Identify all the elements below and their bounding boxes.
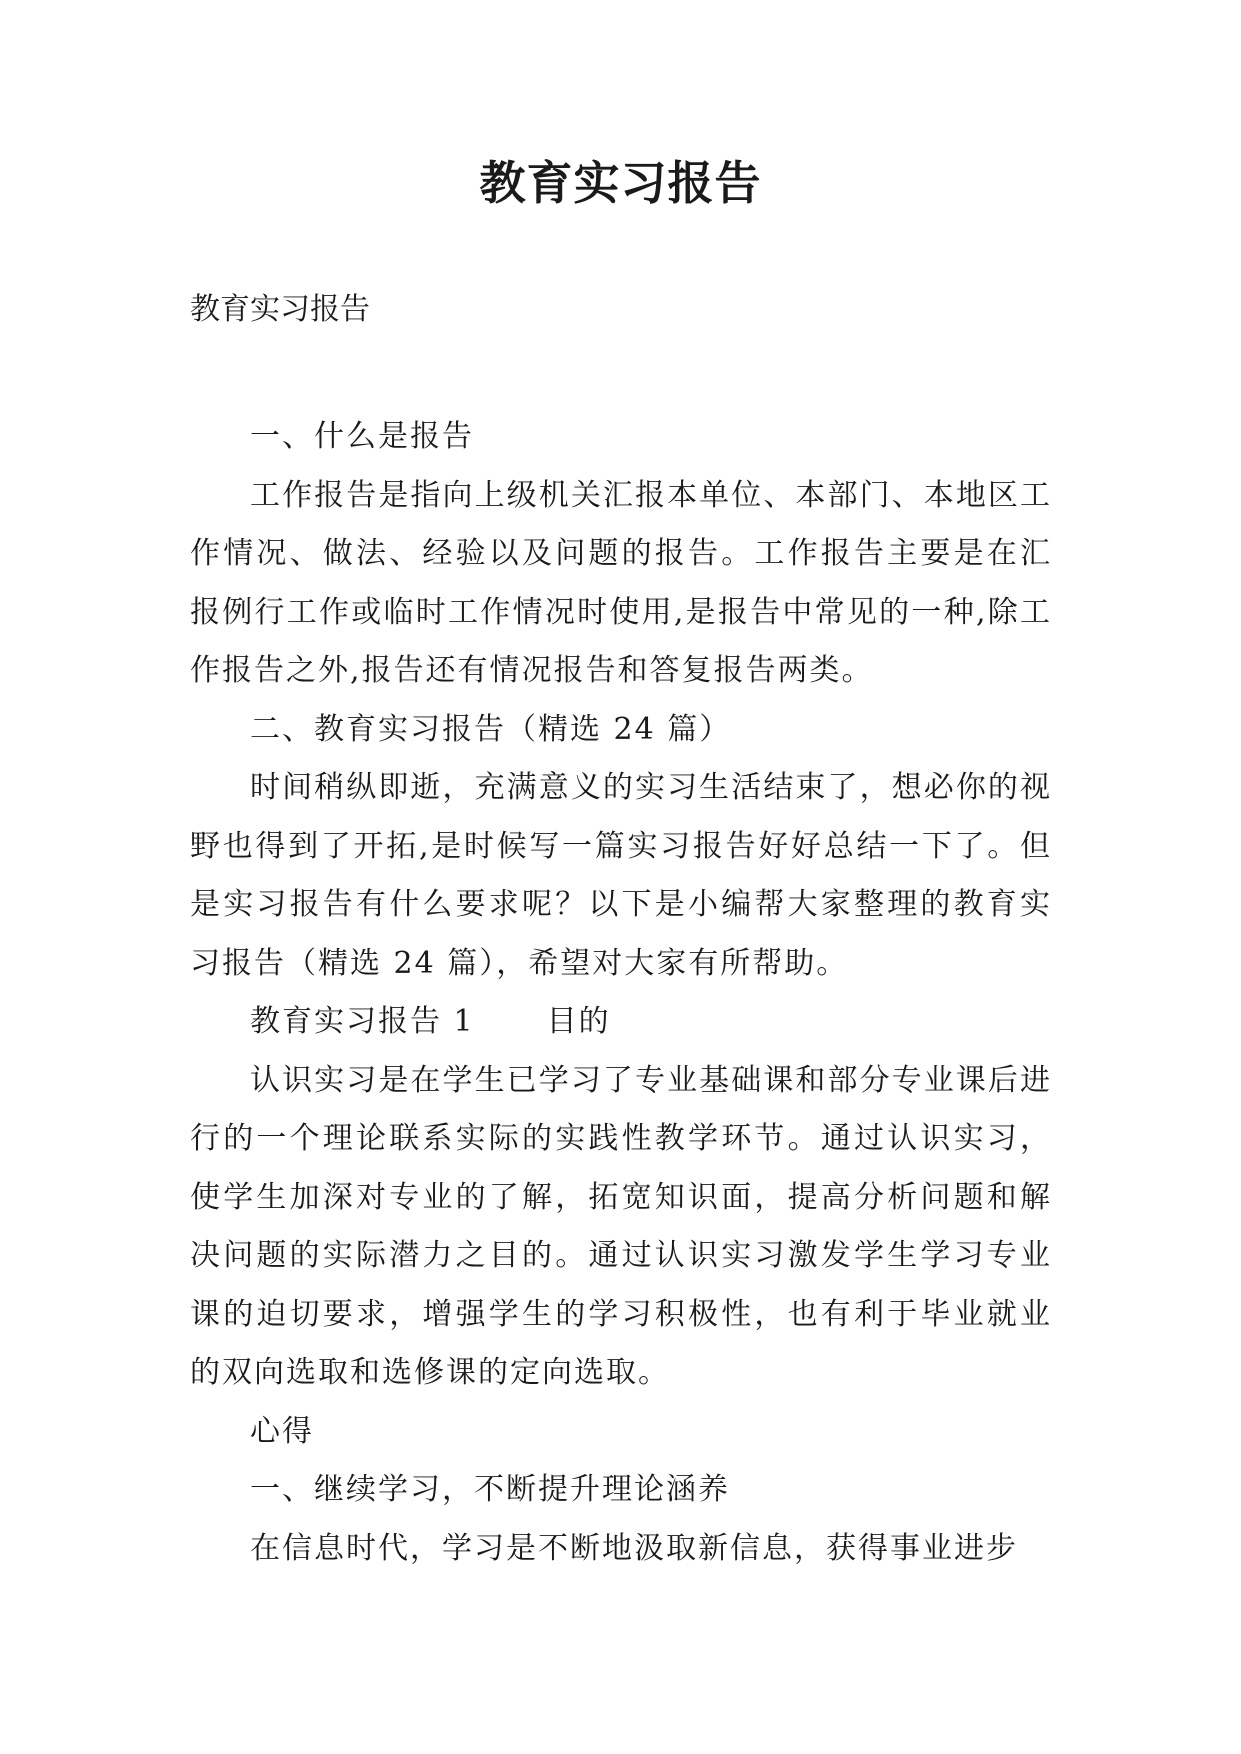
report-subheading: 目的 [546, 1004, 611, 1039]
section-heading: 一、继续学习，不断提升理论涵养 [250, 1472, 730, 1507]
report-heading-line [190, 993, 1052, 1052]
section-heading: 二、教育实习报告（精选 24 篇） [250, 711, 732, 747]
report-heading: 教育实习报告 1 [250, 1004, 475, 1039]
document-body [190, 408, 1052, 1578]
section-heading: 心得 [250, 1413, 314, 1449]
document-title: 教育实习报告 [479, 156, 762, 210]
body-paragraph: 在信息时代，学习是不断地汲取新信息，获得事业进步 [250, 1530, 1018, 1566]
body-paragraph: 时间稍纵即逝，充满意义的实习生活结束了，想必你的视野也得到了开拓,是时候写一篇实习报告好好总结一下了。但是实习报告有什么要求呢？以下是小编帮大家整理的教育实习报告（精选 24 篇），希望对大家有所帮助。 [190, 770, 1052, 981]
section-heading: 一、什么是报告 [250, 419, 474, 454]
body-paragraph: 认识实习是在学生已学习了专业基础课和部分专业课后进行的一个理论联系实际的实践性教学环节。通过认识实习，使学生加深对专业的了解，拓宽知识面，提高分析问题和解决问题的实际潜力之目的。通过认识实习激发学生学习专业课的迫切要求，增强学生的学习积极性，也有利于毕业就业的双向选取和选修课的定向选取。 [190, 1062, 1052, 1390]
document-subtitle: 教育实习报告 [190, 292, 370, 327]
body-paragraph: 工作报告是指向上级机关汇报本单位、本部门、本地区工作情况、做法、经验以及问题的报告。工作报告主要是在汇报例行工作或临时工作情况时使用,是报告中常见的一种,除工作报告之外,报告还有情况报告和答复报告两类。 [190, 477, 1052, 688]
